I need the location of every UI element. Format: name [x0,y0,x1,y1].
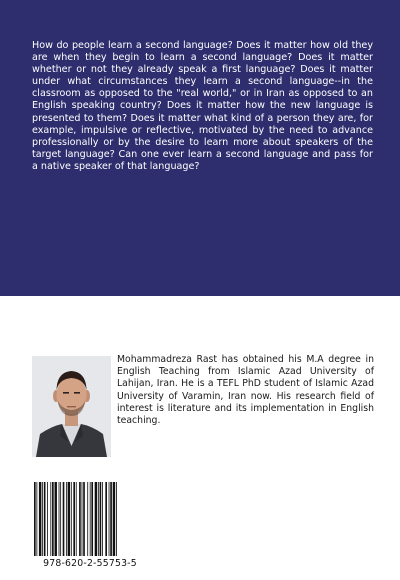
isbn-number: 978-620-2-55753-5 [43,558,137,569]
book-blurb: How do people learn a second language? Does it matter how old they are when they begin to learn a second language? Does it matter whether or not they already speak a first language? Does it matter under what circumstances they learn a second language--in the classroom as opposed to the "real world," or in Iran as opposed to an English speaking country? Does it matter how the new language is presented to them? Does it matter what kind of a person they are, for example, impulsive or reflective, motivated by the need to advance professionally or by the desire to learn more about speakers of the target language? Can one ever learn a second language and pass for a native speaker of that language? [32,40,373,172]
isbn-barcode [32,482,148,556]
author-photo [32,356,111,457]
barcode-bars [32,482,148,556]
author-portrait-image [32,356,111,457]
author-bio: Mohammadreza Rast has obtained his M.A degree in English Teaching from Islamic Azad University of Lahijan, Iran. He is a TEFL PhD student of Islamic Azad University of Varamin, Iran now. His research field of interest is literature and its implementation in English teaching. [117,354,374,427]
